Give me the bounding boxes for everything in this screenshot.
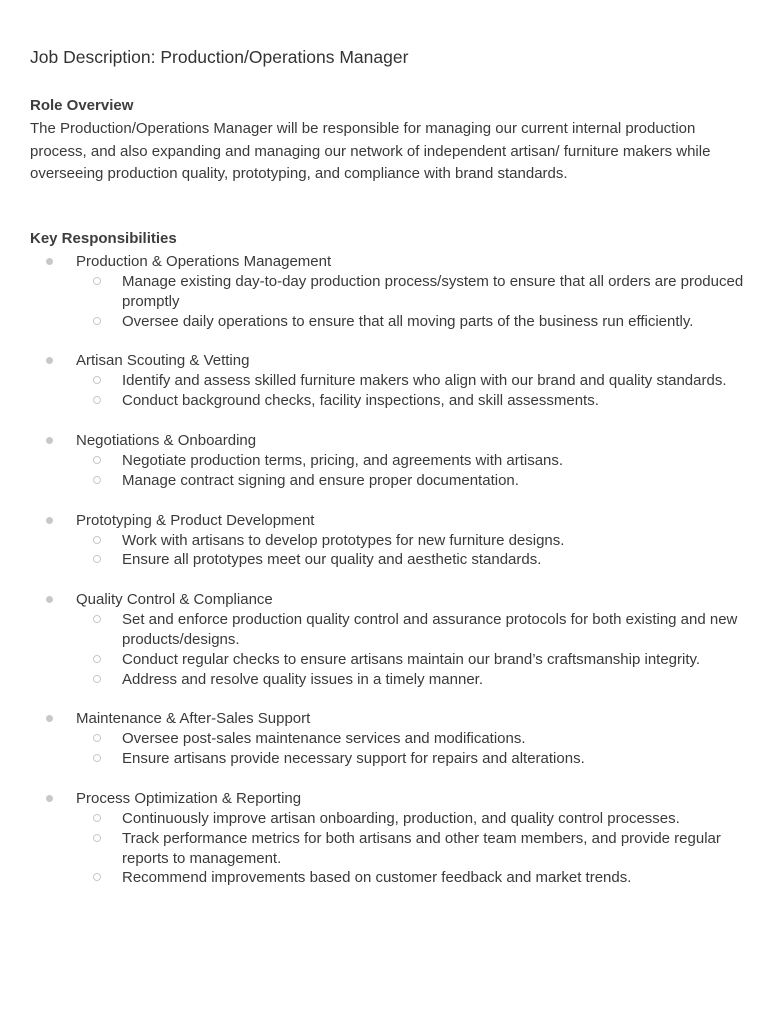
filled-bullet-icon <box>46 596 53 603</box>
responsibility-title: Process Optimization & Reporting <box>76 789 302 807</box>
responsibility-title: Quality Control & Compliance <box>76 591 273 609</box>
responsibility-point <box>76 471 745 491</box>
hollow-bullet-icon <box>93 655 101 663</box>
responsibility-point-text: Work with artisans to develop prototypes for new furniture designs. <box>122 531 565 549</box>
filled-bullet-icon <box>46 437 53 444</box>
responsibility-point-text: Oversee post-sales maintenance services and modifications. <box>122 730 526 748</box>
responsibility-title: Prototyping & Product Development <box>76 511 315 529</box>
responsibility-point <box>76 809 745 829</box>
hollow-bullet-icon <box>93 317 101 325</box>
responsibility-point <box>76 670 745 690</box>
hollow-bullet-icon <box>93 396 101 404</box>
hollow-bullet-icon <box>93 834 101 842</box>
hollow-bullet-icon <box>93 615 101 623</box>
filled-bullet-icon <box>46 517 53 524</box>
responsibility-point <box>76 371 745 391</box>
responsibility-item <box>30 709 745 769</box>
responsibility-points <box>76 272 745 331</box>
responsibility-point-text: Continuously improve artisan onboarding, production, and quality control processes. <box>122 809 680 827</box>
role-overview-text: The Production/Operations Manager will be responsible for managing our current internal production process, and also expanding and managing our network of independent artisan/ furniture makers while overseeing production quality, prototyping, and compliance with brand standards. <box>30 120 711 182</box>
responsibility-point-text: Ensure all prototypes meet our quality and aesthetic standards. <box>122 551 542 569</box>
filled-bullet-icon <box>46 258 53 265</box>
responsibilities-list <box>30 252 745 908</box>
responsibility-points <box>76 610 745 689</box>
hollow-bullet-icon <box>93 555 101 563</box>
filled-bullet-icon <box>46 715 53 722</box>
responsibility-point-text: Ensure artisans provide necessary support for repairs and alterations. <box>122 750 585 768</box>
responsibility-point-text: Identify and assess skilled furniture makers who align with our brand and quality standards. <box>122 372 727 390</box>
hollow-bullet-icon <box>93 376 101 384</box>
responsibility-point-text: Set and enforce production quality control and assurance protocols for both existing and new products/designs. <box>122 611 738 648</box>
responsibility-point <box>76 272 745 312</box>
responsibility-item <box>30 431 745 491</box>
hollow-bullet-icon <box>93 873 101 881</box>
page-title: Job Description: Production/Operations Manager <box>30 47 409 67</box>
responsibility-point <box>76 312 745 332</box>
responsibility-point <box>76 749 745 769</box>
responsibility-point <box>76 729 745 749</box>
hollow-bullet-icon <box>93 734 101 742</box>
hollow-bullet-icon <box>93 456 101 464</box>
responsibility-point <box>76 829 745 869</box>
hollow-bullet-icon <box>93 754 101 762</box>
hollow-bullet-icon <box>93 476 101 484</box>
filled-bullet-icon <box>46 795 53 802</box>
responsibility-point-text: Manage contract signing and ensure proper documentation. <box>122 471 519 489</box>
role-overview-heading: Role Overview <box>30 97 134 114</box>
responsibility-point-text: Conduct background checks, facility inspections, and skill assessments. <box>122 392 599 410</box>
responsibility-title: Artisan Scouting & Vetting <box>76 352 250 370</box>
responsibility-point-text: Conduct regular checks to ensure artisans maintain our brand’s craftsmanship integrity. <box>122 650 701 668</box>
responsibility-item <box>30 351 745 411</box>
responsibility-points <box>76 531 745 571</box>
responsibility-points <box>76 451 745 491</box>
responsibility-point <box>76 610 745 650</box>
responsibility-item <box>30 511 745 571</box>
responsibility-points <box>76 809 745 888</box>
responsibility-point <box>76 650 745 670</box>
responsibility-point-text: Manage existing day-to-day production process/system to ensure that all orders are produced promptly <box>122 273 744 310</box>
responsibility-points <box>76 729 745 769</box>
responsibility-point-text: Oversee daily operations to ensure that all moving parts of the business run efficiently. <box>122 312 694 330</box>
responsibility-point-text: Track performance metrics for both artisans and other team members, and provide regular reports to management. <box>122 829 721 867</box>
responsibility-point-text: Recommend improvements based on customer feedback and market trends. <box>122 869 632 887</box>
responsibility-item <box>30 590 745 689</box>
key-responsibilities-heading: Key Responsibilities <box>30 230 177 247</box>
hollow-bullet-icon <box>93 675 101 683</box>
responsibility-point <box>76 391 745 411</box>
hollow-bullet-icon <box>93 277 101 285</box>
responsibility-points <box>76 371 745 411</box>
responsibility-item <box>30 789 745 888</box>
responsibility-item <box>30 252 745 331</box>
responsibility-title: Maintenance & After-Sales Support <box>76 710 311 728</box>
responsibility-title: Production & Operations Management <box>76 253 332 270</box>
responsibility-point <box>76 531 745 551</box>
responsibility-point <box>76 451 745 471</box>
responsibility-point-text: Address and resolve quality issues in a timely manner. <box>122 670 484 688</box>
hollow-bullet-icon <box>93 536 101 544</box>
filled-bullet-icon <box>46 357 53 364</box>
hollow-bullet-icon <box>93 814 101 822</box>
responsibility-point <box>76 550 745 570</box>
responsibility-point-text: Negotiate production terms, pricing, and agreements with artisans. <box>122 451 564 469</box>
responsibility-title: Negotiations & Onboarding <box>76 431 257 449</box>
responsibility-point <box>76 868 745 888</box>
